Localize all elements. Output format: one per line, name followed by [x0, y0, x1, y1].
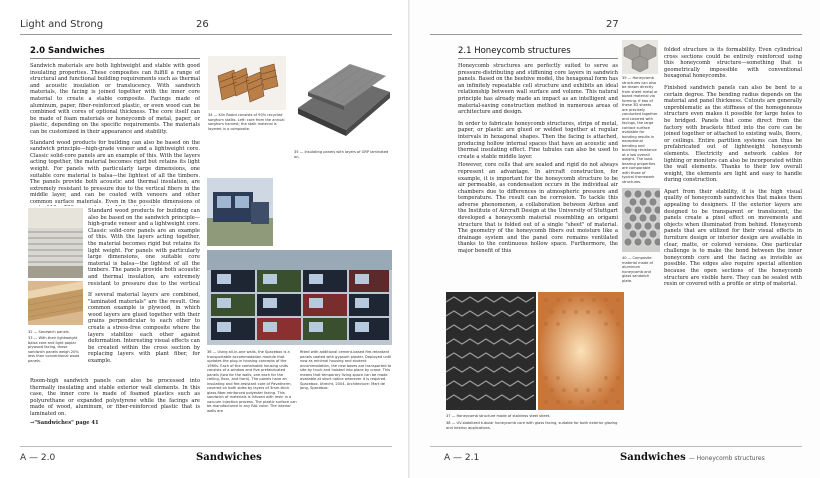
- tubular-honeycomb-photo: [538, 292, 624, 410]
- caption-fig38: 38 — UV-stabilized tubular honeycomb core with glass facing, suitable for both exterior glazing and interior applications.: [446, 421, 618, 430]
- stainless-honeycomb-photo: [446, 292, 536, 410]
- balsa-panels-photo: [28, 281, 83, 325]
- footer-section-number: A — 2.0: [20, 453, 56, 463]
- caption-fig37: 37 — Honeycomb structure made of stainless steel sheet.: [446, 414, 551, 418]
- paragraph: If several material layers are combined, "laminated materials" are the result. One common example is plywood, in which wood layers are glued together with their grains perpendicular to each other to create a stress-free composite where the layers stabilize each other against deformation. Interesting visual effects can be created within the cross section by replacing layers with plant fiber, for example.: [88, 292, 200, 364]
- sandwich-panels-photo: [28, 208, 83, 278]
- body-text-col2: [664, 47, 802, 439]
- header-rule: [430, 34, 802, 35]
- caption-fig34: 34 — Kiln Board consists of 90% recycled sorghum stalks. Left: core from the annual sorghum harvest; the stalk material is layered in a composite.: [208, 113, 285, 131]
- caption-fig36: 36 — Using all-in-one walls, the Spacebox is a transportable accommodation module that updates the plug-in housing concepts of the 1960s. Each of the combinable housing units consists of a window and five prefabricated panels (two for the walls, one each for the ceiling, floor, and front). The panels have an insulating and fire-resistant core of Pavatherm, covered on both sides by layers of 3mm-thick glass-fiber-reinforced polyester facing. This sandwich of materials is infused with resin in a vacuum injection process. The plastic surface can be manufactured in any RAL color. The interior walls are: [207, 350, 297, 413]
- body-text-col1: [458, 63, 618, 285]
- paragraph: folded structure is its formability. Even cylindrical cross sections could be entirely reinforced using this honeycomb structure—something that is geometrically impossible with conventional hexagonal honeycombs.: [664, 47, 802, 80]
- caption-fig35: 35 — Insulating panels with layers of GRP laminated on.: [294, 150, 389, 159]
- body-text-intro: [30, 63, 200, 206]
- footer-rule: [20, 446, 392, 447]
- cross-reference-link[interactable]: →"Sandwiches" page 41: [30, 419, 99, 426]
- insulating-panels-photo: [294, 52, 392, 142]
- paragraph: Room-high sandwich panels can also be processed into thermally insulating and stable exterior wall elements. In this case, the inner core is made of foamed plastics such as polyurethane or expanded polystyrene while the facings are made of wood, aluminum, or fiber-reinforced plastic that is laminated on.: [30, 378, 200, 417]
- footer-subchapter: — Honeycomb structures: [688, 455, 765, 462]
- section-title: 2.0 Sandwiches: [30, 46, 105, 56]
- footer-rule: [430, 446, 802, 447]
- aluminum-honeycomb-photo: [622, 188, 660, 252]
- spacebox-photo-large: [207, 250, 392, 345]
- body-text-bottom: [30, 378, 200, 436]
- paragraph: Standard wood products for building can also be based on the sandwich principle—high-grade veneer and a lightweight core. Classic solid-core panels are an example of this. With the layers acting together, the material becomes rigid but retains its light weight. For panels with particularly large dimensions, one suitable core material is balsa—the lightest of all the timbers. The panels provide both acoustic and thermal insulation, are extremely resistant to pressure due to the vertical: [88, 208, 200, 286]
- footer-chapter-title: Sandwiches: [620, 452, 686, 463]
- footer-chapter: Sandwiches: [196, 452, 262, 463]
- page-number-left: 26: [196, 19, 209, 30]
- section-title: 2.1 Honeycomb structures: [458, 46, 571, 56]
- spacebox-photo-small: [207, 178, 273, 246]
- paragraph: Honeycomb structures are perfectly suited to serve as pressure-distributing and stiffening core layers in sandwich panels. Based on the beehive model, the hexagonal form has an infinitely repeatable cell structure and exhibits an ideal relationship between wall surface and volume. This natural principle has already made an impact as an intelligent and material-saving construction method in numerous areas of architecture and design.: [458, 63, 618, 116]
- paragraph: Sandwich materials are both lightweight and stable with good insulating properties. These composites can fulfill a range of structural and functional building requirements such as thermal and acoustic insulation or translucency. With sandwich materials, the facing is joined together with the inner core material to create a stable composite. Facings made of aluminum, paper, fiber-reinforced plastic, or even wood can be combined with cores of optional thickness. The core itself can be made of foam materials or honeycomb of metal, paper, or plastic, depending on the specific requirements. The materials can be customized in their appearance and stability.: [30, 63, 200, 135]
- caption-fig39: 39 — Honeycomb structures can also be drawn directly from sheet metal or board material via forming. If two of these 3D sheets are precisely conducted together and covered with facings, the large contact surface available for bonding results in exceptional bending and buckling resistance at a low overall weight. The load-bearing properties are comparable with those of typical framework structures.: [622, 76, 658, 184]
- body-text-middle: [88, 208, 200, 373]
- paragraph: Finished sandwich panels can also be bent to a certain degree. The bending radius depends on the material and panel thickness. Cutouts are generally unproblematic as the stiffness of the homogeneous structure even makes it possible for large holes to be bridged. Panels that come direct from the factory with brackets fitted into the core can be joined together or attached to existing walls, floors, or ceilings. Entire partition systems can thus be prefabricated out of lightweight honeycomb elements. Electricity and network cables for lighting or monitors can also be incorporated within the wall elements. Thanks to their low overall weight, the elements are light and easy to handle during construction.: [664, 84, 802, 184]
- footer-chapter: [620, 452, 765, 463]
- footer-section-number: A — 2.1: [444, 453, 480, 463]
- page-number-right: 27: [606, 19, 619, 30]
- paragraph: In order to fabricate honeycomb structures, strips of metal, paper, or plastic are glued or welded together at regular intervals in hexagonal shapes. Then the facing is attached, producing hollow internal spaces that have an acoustic and thermal insulating effect. Fine tubules can also be used to create a stable middle layer.: [458, 120, 618, 160]
- header-rule: [20, 34, 392, 35]
- paragraph: However, core cells that are sealed and rigid do not always represent an advantage. In aircraft construction, for example, it is important for the honeycomb structure to be air permeable, as condensation occurs in the individual air chambers due to differences in atmospheric pressure and temperature. The result can be corrosion. To tackle this adverse phenomenon, a collaboration between Airbus and the Institute of Aircraft Design at the University of Stuttgart developed a honeycomb material resembling an origami structure that is folded out of a single "sheet" of material. The geometry of the honeycomb fibers out moisture like a drainage system and the panel core remains ventilated thanks to the continuous hollow space. Furthermore, the major benefit of this: [458, 162, 618, 255]
- right-page: [410, 0, 820, 478]
- paragraph: Standard wood products for building can also be based on the sandwich principle—high-grade veneer and a lightweight core. Classic solid-core panels are an example of this. With the layers acting together, the material becomes rigid but retains its light weight. For panels with particularly large dimensions, one suitable core material is balsa—the lightest of all the timbers. The panels provide both acoustic and thermal insulation, are extremely resistant to pressure due to the vertical fibers in the middle layer, and can be coated with veneers and other common surface materials. Even in the possible dimensions of: [30, 139, 200, 205]
- kiln-board-photo: [208, 56, 286, 110]
- caption-fig40: 40 — Composite material made of aluminum honeycomb and glass sandwich plate.: [622, 256, 653, 283]
- paragraph: Apart from their stability, it is the high visual quality of honeycomb sandwiches that makes them appealing to designers. If the exterior layers are designed to be transparent or translucent, the panels create a pixel effect on movements and objects when illuminated from behind. Honeycomb panels that are utilized for their visual effects in furniture design or interior design are available in clear, matte, or colored versions. One particular challenge is to make the bond between the inner honeycomb core and the facing as invisible as possible. The edges also require special attention because the open sections of the honeycomb structure are visible here. They can be sealed with resin or covered with a profile or strip of material.: [664, 188, 802, 288]
- section-rule: [458, 58, 618, 59]
- running-head: Light and Strong: [20, 19, 104, 30]
- formed-honeycomb-photo: [622, 40, 658, 74]
- caption-fig33: 33 — With their lightweight balsa core and light poplar plywood facing, these sandwich panels weigh 20% less than conventional wood panels.: [28, 336, 80, 363]
- section-rule: [30, 58, 200, 59]
- caption-fig36-cont: fitted with additional cement-based fire-retardant panels coated with gypsum plaster. Deployed until now as minimal housing and student accommodation, the new boxes are transported to site by truck and hoisted into place by crane. This means that temporary living space can be made available at short notice wherever it is required. Spacebox, Utrecht, 2004. Architecture: Mart de Jong, Spacebox.: [300, 350, 392, 390]
- caption-fig32: 32 — Sandwich panels.: [28, 330, 70, 334]
